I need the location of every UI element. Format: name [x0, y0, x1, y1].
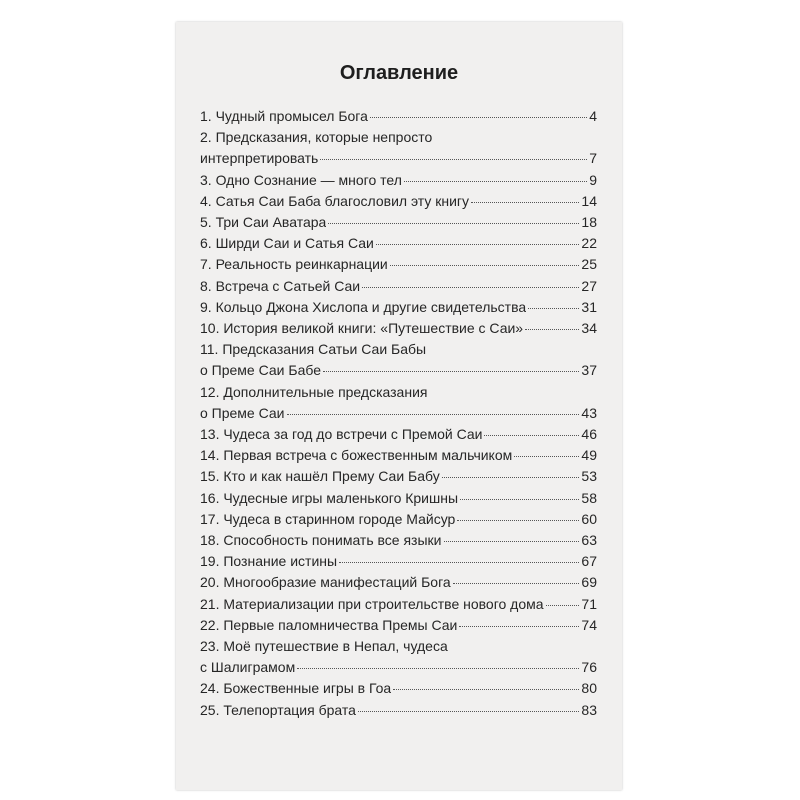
toc-entry — [200, 488, 597, 509]
toc-page-number: 60 — [581, 510, 597, 527]
toc-entry-title: 16. Чудесные игры маленького Кришны — [200, 489, 459, 506]
toc-page-number: 43 — [581, 404, 597, 421]
toc-entry-title: 21. Материализации при строительстве нового дома — [200, 595, 544, 612]
toc-entry-title: 5. Три Саи Аватара — [200, 214, 327, 231]
dot-leader — [525, 329, 579, 330]
toc-entry-line — [200, 191, 597, 212]
dot-leader — [404, 181, 587, 182]
toc-page-number: 49 — [581, 447, 597, 464]
toc-page-number: 4 — [589, 108, 597, 124]
toc-entry — [200, 530, 597, 551]
toc-entry — [200, 424, 597, 445]
toc-entry — [200, 382, 597, 424]
toc-entry-line — [200, 318, 597, 339]
toc-entry-title: 25. Телепортация брата — [200, 701, 356, 718]
dot-leader — [323, 371, 579, 372]
toc-entry — [200, 212, 597, 233]
dot-leader — [376, 244, 580, 245]
toc-entry-title: 11. Предсказания Сатьи Саи Бабы — [200, 341, 427, 358]
toc-page-number: 14 — [581, 192, 597, 209]
dot-leader — [297, 668, 579, 669]
toc-entry — [200, 572, 597, 593]
toc-page-number: 18 — [581, 214, 597, 231]
toc-entry — [200, 339, 597, 381]
toc-page-number: 37 — [581, 362, 597, 379]
toc-entry — [200, 551, 597, 572]
toc-entry-title: 6. Ширди Саи и Сатья Саи — [200, 235, 374, 252]
dot-leader — [546, 605, 580, 606]
toc-page-number: 7 — [589, 150, 597, 167]
toc-page-number: 46 — [581, 426, 597, 443]
toc-entry-line — [200, 360, 597, 381]
toc-entry — [200, 170, 597, 191]
dot-leader — [484, 435, 579, 436]
toc-page-number: 76 — [581, 659, 597, 676]
toc-entry — [200, 297, 597, 318]
toc-entry-line — [200, 297, 597, 318]
toc-entry-title: 24. Божественные игры в Гоа — [200, 680, 392, 697]
toc-entry-line — [200, 700, 597, 721]
toc-entry-line — [200, 551, 597, 572]
dot-leader — [287, 414, 580, 415]
table-of-contents — [200, 106, 597, 721]
dot-leader — [320, 159, 587, 160]
toc-entry-line — [200, 424, 597, 445]
toc-entry-line — [200, 233, 597, 254]
toc-entry-title: 14. Первая встреча с божественным мальчиком — [200, 447, 513, 464]
toc-entry — [200, 509, 597, 530]
toc-entry-title: 17. Чудеса в старинном городе Майсур — [200, 510, 456, 527]
dot-leader — [390, 265, 580, 266]
toc-entry-line — [200, 212, 597, 233]
toc-entry-line — [200, 339, 597, 360]
toc-entry-title: о Преме Саи — [200, 404, 285, 421]
toc-entry — [200, 594, 597, 615]
toc-page-number: 53 — [581, 468, 597, 485]
toc-page-number: 67 — [581, 553, 597, 570]
toc-entry-title: 13. Чудеса за год до встречи с Премой Саи — [200, 426, 483, 443]
toc-page-number: 80 — [581, 680, 597, 697]
toc-entry-line — [200, 106, 597, 127]
dot-leader — [471, 202, 579, 203]
dot-leader — [358, 711, 580, 712]
book-page — [176, 22, 622, 790]
dot-leader — [339, 562, 579, 563]
toc-entry — [200, 636, 597, 678]
toc-page-number: 9 — [589, 171, 597, 188]
toc-entry-title: 23. Моё путешествие в Непал, чудеса — [200, 638, 448, 655]
dot-leader — [393, 689, 579, 690]
toc-entry-line — [200, 572, 597, 593]
toc-entry-line — [200, 657, 597, 678]
dot-leader — [453, 583, 580, 584]
toc-entry-title: 10. История великой книги: «Путешествие с Саи» — [200, 320, 524, 337]
toc-entry-line — [200, 509, 597, 530]
toc-entry — [200, 276, 597, 297]
toc-entry-line — [200, 530, 597, 551]
toc-entry-line — [200, 276, 597, 297]
toc-entry-title: 18. Способность понимать все языки — [200, 532, 442, 549]
toc-page-number: 69 — [581, 574, 597, 591]
toc-page-number: 58 — [581, 489, 597, 506]
toc-entry-line — [200, 127, 597, 148]
page-title: Оглавление — [339, 62, 459, 84]
toc-entry-title: 7. Реальность реинкарнации — [200, 256, 388, 273]
toc-entry-line — [200, 403, 597, 424]
toc-entry — [200, 233, 597, 254]
toc-entry — [200, 466, 597, 487]
toc-entry-line — [200, 466, 597, 487]
toc-entry-title: интерпретировать — [200, 150, 319, 167]
toc-entry-line — [200, 488, 597, 509]
toc-page-number: 83 — [581, 701, 597, 718]
toc-entry-title: 1. Чудный промысел Бога — [200, 108, 368, 124]
toc-entry-line — [200, 170, 597, 191]
toc-entry-title: 15. Кто и как нашёл Прему Саи Бабу — [200, 468, 440, 485]
toc-page-number: 34 — [581, 320, 597, 337]
toc-entry — [200, 254, 597, 275]
toc-entry — [200, 106, 597, 127]
toc-entry-title: 12. Дополнительные предсказания — [200, 383, 428, 400]
toc-entry-title: 8. Встреча с Сатьей Саи — [200, 277, 361, 294]
toc-page-number: 74 — [581, 616, 597, 633]
toc-page-number: 27 — [581, 277, 597, 294]
toc-entry-line — [200, 254, 597, 275]
toc-entry — [200, 615, 597, 636]
dot-leader — [328, 223, 579, 224]
dot-leader — [514, 456, 579, 457]
toc-entry-title: с Шалиграмом — [200, 659, 296, 676]
toc-entry — [200, 678, 597, 699]
toc-entry-line — [200, 678, 597, 699]
toc-entry-title: 3. Одно Сознание — много тел — [200, 171, 402, 188]
toc-entry — [200, 191, 597, 212]
dot-leader — [370, 117, 587, 118]
toc-page-number: 25 — [581, 256, 597, 273]
toc-page-number: 71 — [581, 595, 597, 612]
toc-entry-title: о Преме Саи Бабе — [200, 362, 321, 379]
dot-leader — [528, 308, 579, 309]
dot-leader — [457, 520, 579, 521]
dot-leader — [362, 287, 579, 288]
toc-entry — [200, 318, 597, 339]
toc-entry-line — [200, 615, 597, 636]
toc-entry-line — [200, 594, 597, 615]
toc-entry-title: 20. Многообразие манифестаций Бога — [200, 574, 451, 591]
toc-entry-title: 19. Познание истины — [200, 553, 338, 570]
toc-entry-title: 22. Первые паломничества Премы Саи — [200, 616, 458, 633]
toc-entry-line — [200, 148, 597, 169]
toc-entry — [200, 445, 597, 466]
toc-entry-line — [200, 382, 597, 403]
toc-page-number: 63 — [581, 532, 597, 549]
toc-entry — [200, 700, 597, 721]
toc-page-number: 31 — [581, 298, 597, 315]
dot-leader — [442, 477, 580, 478]
toc-page-number: 22 — [581, 235, 597, 252]
toc-entry-line — [200, 636, 597, 657]
dot-leader — [444, 541, 580, 542]
dot-leader — [459, 626, 579, 627]
toc-entry-line — [200, 445, 597, 466]
toc-entry-title: 4. Сатья Саи Баба благословил эту книгу — [200, 192, 470, 209]
toc-entry — [200, 127, 597, 169]
toc-entry-title: 2. Предсказания, которые непросто — [200, 129, 433, 146]
dot-leader — [460, 499, 579, 500]
toc-entry-title: 9. Кольцо Джона Хислопа и другие свидетельства — [200, 298, 527, 315]
